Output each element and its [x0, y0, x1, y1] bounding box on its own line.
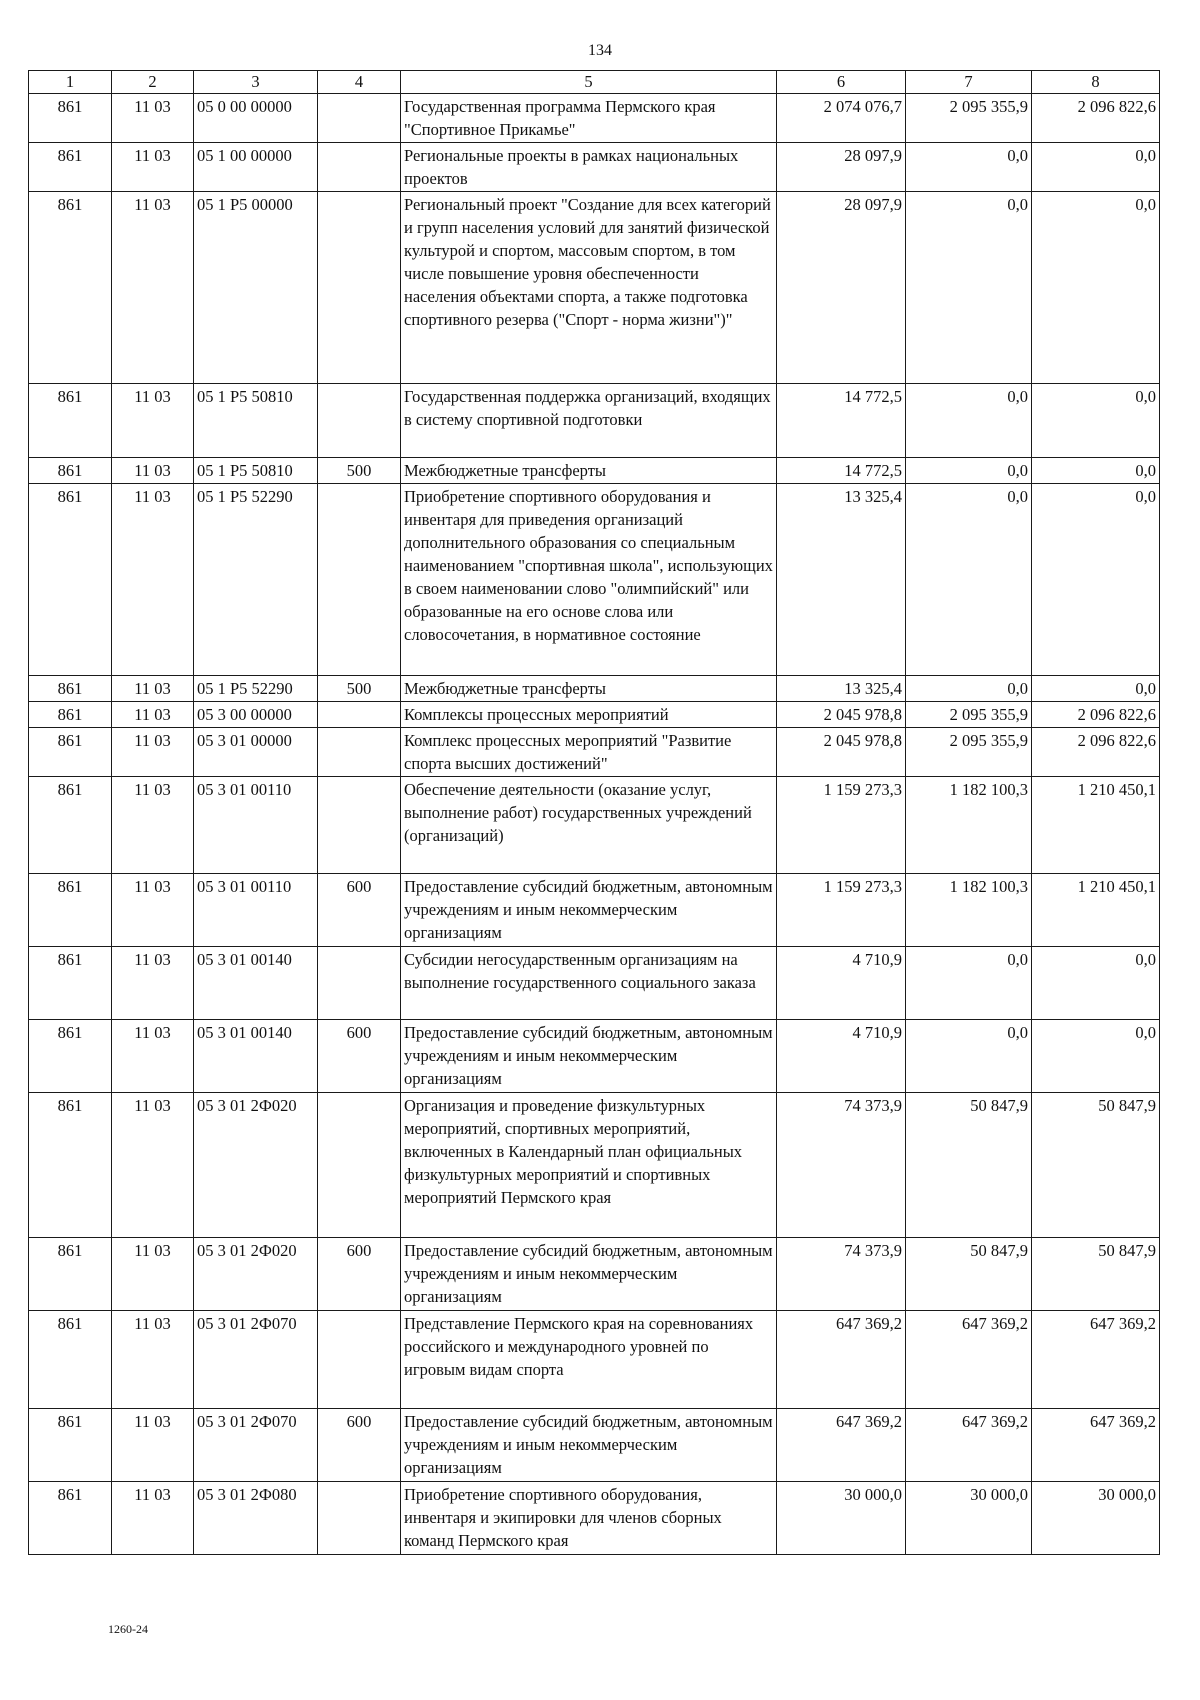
cell-ministry-code: 861 [29, 702, 112, 728]
cell-ministry-code: 861 [29, 1238, 112, 1311]
cell-expense-type [318, 484, 401, 676]
cell-amount-year-3: 647 369,2 [1032, 1311, 1160, 1409]
cell-amount-year-3: 0,0 [1032, 1020, 1160, 1093]
cell-amount-year-2: 30 000,0 [906, 1482, 1032, 1555]
cell-section-code: 11 03 [112, 1238, 194, 1311]
table-row [29, 1311, 1160, 1409]
cell-description: Региональные проекты в рамках национальных проектов [401, 143, 777, 192]
cell-description: Межбюджетные трансферты [401, 458, 777, 484]
cell-expense-type [318, 94, 401, 143]
cell-amount-year-2: 0,0 [906, 143, 1032, 192]
table-row [29, 192, 1160, 384]
cell-expense-type [318, 1093, 401, 1238]
cell-amount-year-3: 1 210 450,1 [1032, 874, 1160, 947]
cell-expense-type: 600 [318, 1238, 401, 1311]
cell-amount-year-2: 647 369,2 [906, 1409, 1032, 1482]
cell-target-article: 05 3 01 2Ф080 [194, 1482, 318, 1555]
cell-amount-year-2: 0,0 [906, 484, 1032, 676]
cell-expense-type: 500 [318, 676, 401, 702]
table-row [29, 1020, 1160, 1093]
cell-amount-year-1: 28 097,9 [777, 192, 906, 384]
table-row [29, 777, 1160, 874]
cell-section-code: 11 03 [112, 1311, 194, 1409]
cell-section-code: 11 03 [112, 947, 194, 1020]
cell-description: Предоставление субсидий бюджетным, автономным учреждениям и иным некоммерческим организациям [401, 1409, 777, 1482]
cell-amount-year-1: 14 772,5 [777, 458, 906, 484]
cell-ministry-code: 861 [29, 947, 112, 1020]
cell-section-code: 11 03 [112, 1409, 194, 1482]
table-row [29, 676, 1160, 702]
cell-description: Организация и проведение физкультурных мероприятий, спортивных мероприятий, включенных в Календарный план официальных физкультурных мероприятий и спортивных мероприятий Пермского края [401, 1093, 777, 1238]
table-row [29, 1093, 1160, 1238]
cell-description: Обеспечение деятельности (оказание услуг, выполнение работ) государственных учреждений (организаций) [401, 777, 777, 874]
table-row [29, 947, 1160, 1020]
column-header-2: 2 [112, 71, 194, 94]
cell-ministry-code: 861 [29, 484, 112, 676]
table-row [29, 94, 1160, 143]
cell-description: Комплексы процессных мероприятий [401, 702, 777, 728]
cell-expense-type [318, 728, 401, 777]
cell-expense-type [318, 143, 401, 192]
cell-amount-year-3: 0,0 [1032, 384, 1160, 458]
column-header-5: 5 [401, 71, 777, 94]
cell-amount-year-2: 2 095 355,9 [906, 702, 1032, 728]
document-code: 1260-24 [108, 1622, 148, 1636]
cell-amount-year-2: 1 182 100,3 [906, 777, 1032, 874]
table-row [29, 143, 1160, 192]
cell-description: Региональный проект "Создание для всех категорий и групп населения условий для занятий физической культурой и спортом, массовым спортом, в том числе повышение уровня обеспеченности населения объектами спорта, а также подготовка спортивного резерва ("Спорт - норма жизни")" [401, 192, 777, 384]
cell-amount-year-1: 4 710,9 [777, 1020, 906, 1093]
table-row [29, 1238, 1160, 1311]
cell-target-article: 05 1 Р5 00000 [194, 192, 318, 384]
cell-amount-year-1: 2 045 978,8 [777, 728, 906, 777]
cell-expense-type [318, 777, 401, 874]
cell-amount-year-2: 1 182 100,3 [906, 874, 1032, 947]
cell-target-article: 05 0 00 00000 [194, 94, 318, 143]
cell-ministry-code: 861 [29, 192, 112, 384]
cell-target-article: 05 3 00 00000 [194, 702, 318, 728]
cell-amount-year-3: 1 210 450,1 [1032, 777, 1160, 874]
cell-amount-year-1: 13 325,4 [777, 484, 906, 676]
cell-description: Предоставление субсидий бюджетным, автономным учреждениям и иным некоммерческим организациям [401, 1020, 777, 1093]
cell-expense-type [318, 192, 401, 384]
cell-amount-year-3: 50 847,9 [1032, 1093, 1160, 1238]
cell-ministry-code: 861 [29, 777, 112, 874]
cell-amount-year-1: 14 772,5 [777, 384, 906, 458]
cell-amount-year-1: 13 325,4 [777, 676, 906, 702]
cell-section-code: 11 03 [112, 1482, 194, 1555]
cell-amount-year-2: 0,0 [906, 458, 1032, 484]
cell-section-code: 11 03 [112, 484, 194, 676]
cell-ministry-code: 861 [29, 1020, 112, 1093]
cell-ministry-code: 861 [29, 1482, 112, 1555]
header-row [29, 71, 1160, 94]
cell-amount-year-2: 2 095 355,9 [906, 94, 1032, 143]
cell-amount-year-1: 2 045 978,8 [777, 702, 906, 728]
cell-ministry-code: 861 [29, 1409, 112, 1482]
table-row [29, 874, 1160, 947]
cell-section-code: 11 03 [112, 1020, 194, 1093]
cell-amount-year-2: 0,0 [906, 192, 1032, 384]
cell-target-article: 05 1 00 00000 [194, 143, 318, 192]
cell-target-article: 05 3 01 00000 [194, 728, 318, 777]
cell-ministry-code: 861 [29, 1311, 112, 1409]
cell-amount-year-3: 30 000,0 [1032, 1482, 1160, 1555]
cell-target-article: 05 3 01 2Ф070 [194, 1409, 318, 1482]
cell-expense-type: 600 [318, 1409, 401, 1482]
column-header-3: 3 [194, 71, 318, 94]
cell-amount-year-2: 0,0 [906, 384, 1032, 458]
cell-amount-year-1: 647 369,2 [777, 1409, 906, 1482]
cell-amount-year-1: 4 710,9 [777, 947, 906, 1020]
cell-target-article: 05 3 01 00140 [194, 1020, 318, 1093]
cell-amount-year-3: 2 096 822,6 [1032, 94, 1160, 143]
cell-description: Представление Пермского края на соревнованиях российского и международного уровней по игровым видам спорта [401, 1311, 777, 1409]
cell-section-code: 11 03 [112, 676, 194, 702]
cell-expense-type: 500 [318, 458, 401, 484]
cell-amount-year-3: 0,0 [1032, 143, 1160, 192]
cell-section-code: 11 03 [112, 143, 194, 192]
cell-target-article: 05 3 01 2Ф020 [194, 1238, 318, 1311]
cell-section-code: 11 03 [112, 777, 194, 874]
cell-amount-year-1: 30 000,0 [777, 1482, 906, 1555]
cell-amount-year-1: 647 369,2 [777, 1311, 906, 1409]
cell-target-article: 05 1 Р5 52290 [194, 676, 318, 702]
cell-ministry-code: 861 [29, 384, 112, 458]
cell-target-article: 05 1 Р5 50810 [194, 384, 318, 458]
table-row [29, 702, 1160, 728]
cell-amount-year-2: 0,0 [906, 947, 1032, 1020]
cell-target-article: 05 1 Р5 52290 [194, 484, 318, 676]
cell-description: Государственная программа Пермского края "Спортивное Прикамье" [401, 94, 777, 143]
cell-amount-year-1: 74 373,9 [777, 1093, 906, 1238]
cell-section-code: 11 03 [112, 94, 194, 143]
cell-section-code: 11 03 [112, 702, 194, 728]
cell-expense-type: 600 [318, 1020, 401, 1093]
column-header-8: 8 [1032, 71, 1160, 94]
cell-amount-year-1: 74 373,9 [777, 1238, 906, 1311]
cell-description: Государственная поддержка организаций, входящих в систему спортивной подготовки [401, 384, 777, 458]
cell-expense-type: 600 [318, 874, 401, 947]
cell-amount-year-3: 0,0 [1032, 458, 1160, 484]
cell-description: Предоставление субсидий бюджетным, автономным учреждениям и иным некоммерческим организациям [401, 1238, 777, 1311]
cell-description: Субсидии негосударственным организациям на выполнение государственного социального заказа [401, 947, 777, 1020]
cell-amount-year-1: 2 074 076,7 [777, 94, 906, 143]
cell-amount-year-2: 0,0 [906, 676, 1032, 702]
cell-section-code: 11 03 [112, 192, 194, 384]
budget-table-container [28, 70, 1160, 1555]
cell-description: Приобретение спортивного оборудования и инвентаря для приведения организаций дополнительного образования со специальным наименованием "спортивная школа", использующих в своем наименовании слово "олимпийский" или образованные на его основе слова или словосочетания, в нормативное состояние [401, 484, 777, 676]
cell-amount-year-2: 50 847,9 [906, 1238, 1032, 1311]
cell-amount-year-3: 50 847,9 [1032, 1238, 1160, 1311]
cell-ministry-code: 861 [29, 458, 112, 484]
cell-description: Приобретение спортивного оборудования, инвентаря и экипировки для членов сборных команд Пермского края [401, 1482, 777, 1555]
cell-target-article: 05 3 01 00110 [194, 874, 318, 947]
cell-expense-type [318, 702, 401, 728]
cell-expense-type [318, 1311, 401, 1409]
column-header-4: 4 [318, 71, 401, 94]
cell-amount-year-3: 0,0 [1032, 192, 1160, 384]
cell-section-code: 11 03 [112, 728, 194, 777]
cell-amount-year-2: 647 369,2 [906, 1311, 1032, 1409]
cell-section-code: 11 03 [112, 1093, 194, 1238]
page-number: 134 [588, 42, 612, 59]
cell-description: Комплекс процессных мероприятий "Развитие спорта высших достижений" [401, 728, 777, 777]
cell-amount-year-3: 0,0 [1032, 676, 1160, 702]
cell-description: Межбюджетные трансферты [401, 676, 777, 702]
cell-amount-year-1: 28 097,9 [777, 143, 906, 192]
column-header-6: 6 [777, 71, 906, 94]
cell-amount-year-3: 0,0 [1032, 484, 1160, 676]
table-row [29, 458, 1160, 484]
cell-amount-year-2: 50 847,9 [906, 1093, 1032, 1238]
cell-section-code: 11 03 [112, 874, 194, 947]
cell-ministry-code: 861 [29, 1093, 112, 1238]
cell-section-code: 11 03 [112, 458, 194, 484]
column-header-1: 1 [29, 71, 112, 94]
cell-ministry-code: 861 [29, 676, 112, 702]
cell-target-article: 05 3 01 00140 [194, 947, 318, 1020]
cell-target-article: 05 3 01 2Ф020 [194, 1093, 318, 1238]
cell-ministry-code: 861 [29, 874, 112, 947]
table-row [29, 728, 1160, 777]
cell-amount-year-3: 647 369,2 [1032, 1409, 1160, 1482]
cell-expense-type [318, 947, 401, 1020]
cell-section-code: 11 03 [112, 384, 194, 458]
budget-table [28, 70, 1160, 1555]
cell-target-article: 05 1 Р5 50810 [194, 458, 318, 484]
table-row [29, 384, 1160, 458]
cell-target-article: 05 3 01 00110 [194, 777, 318, 874]
table-row [29, 1409, 1160, 1482]
column-header-7: 7 [906, 71, 1032, 94]
cell-amount-year-3: 2 096 822,6 [1032, 728, 1160, 777]
cell-expense-type [318, 1482, 401, 1555]
cell-expense-type [318, 384, 401, 458]
table-row [29, 1482, 1160, 1555]
cell-target-article: 05 3 01 2Ф070 [194, 1311, 318, 1409]
cell-amount-year-2: 0,0 [906, 1020, 1032, 1093]
cell-amount-year-3: 0,0 [1032, 947, 1160, 1020]
cell-ministry-code: 861 [29, 143, 112, 192]
cell-description: Предоставление субсидий бюджетным, автономным учреждениям и иным некоммерческим организациям [401, 874, 777, 947]
cell-ministry-code: 861 [29, 94, 112, 143]
cell-amount-year-1: 1 159 273,3 [777, 874, 906, 947]
cell-ministry-code: 861 [29, 728, 112, 777]
table-row [29, 484, 1160, 676]
cell-amount-year-3: 2 096 822,6 [1032, 702, 1160, 728]
cell-amount-year-2: 2 095 355,9 [906, 728, 1032, 777]
cell-amount-year-1: 1 159 273,3 [777, 777, 906, 874]
